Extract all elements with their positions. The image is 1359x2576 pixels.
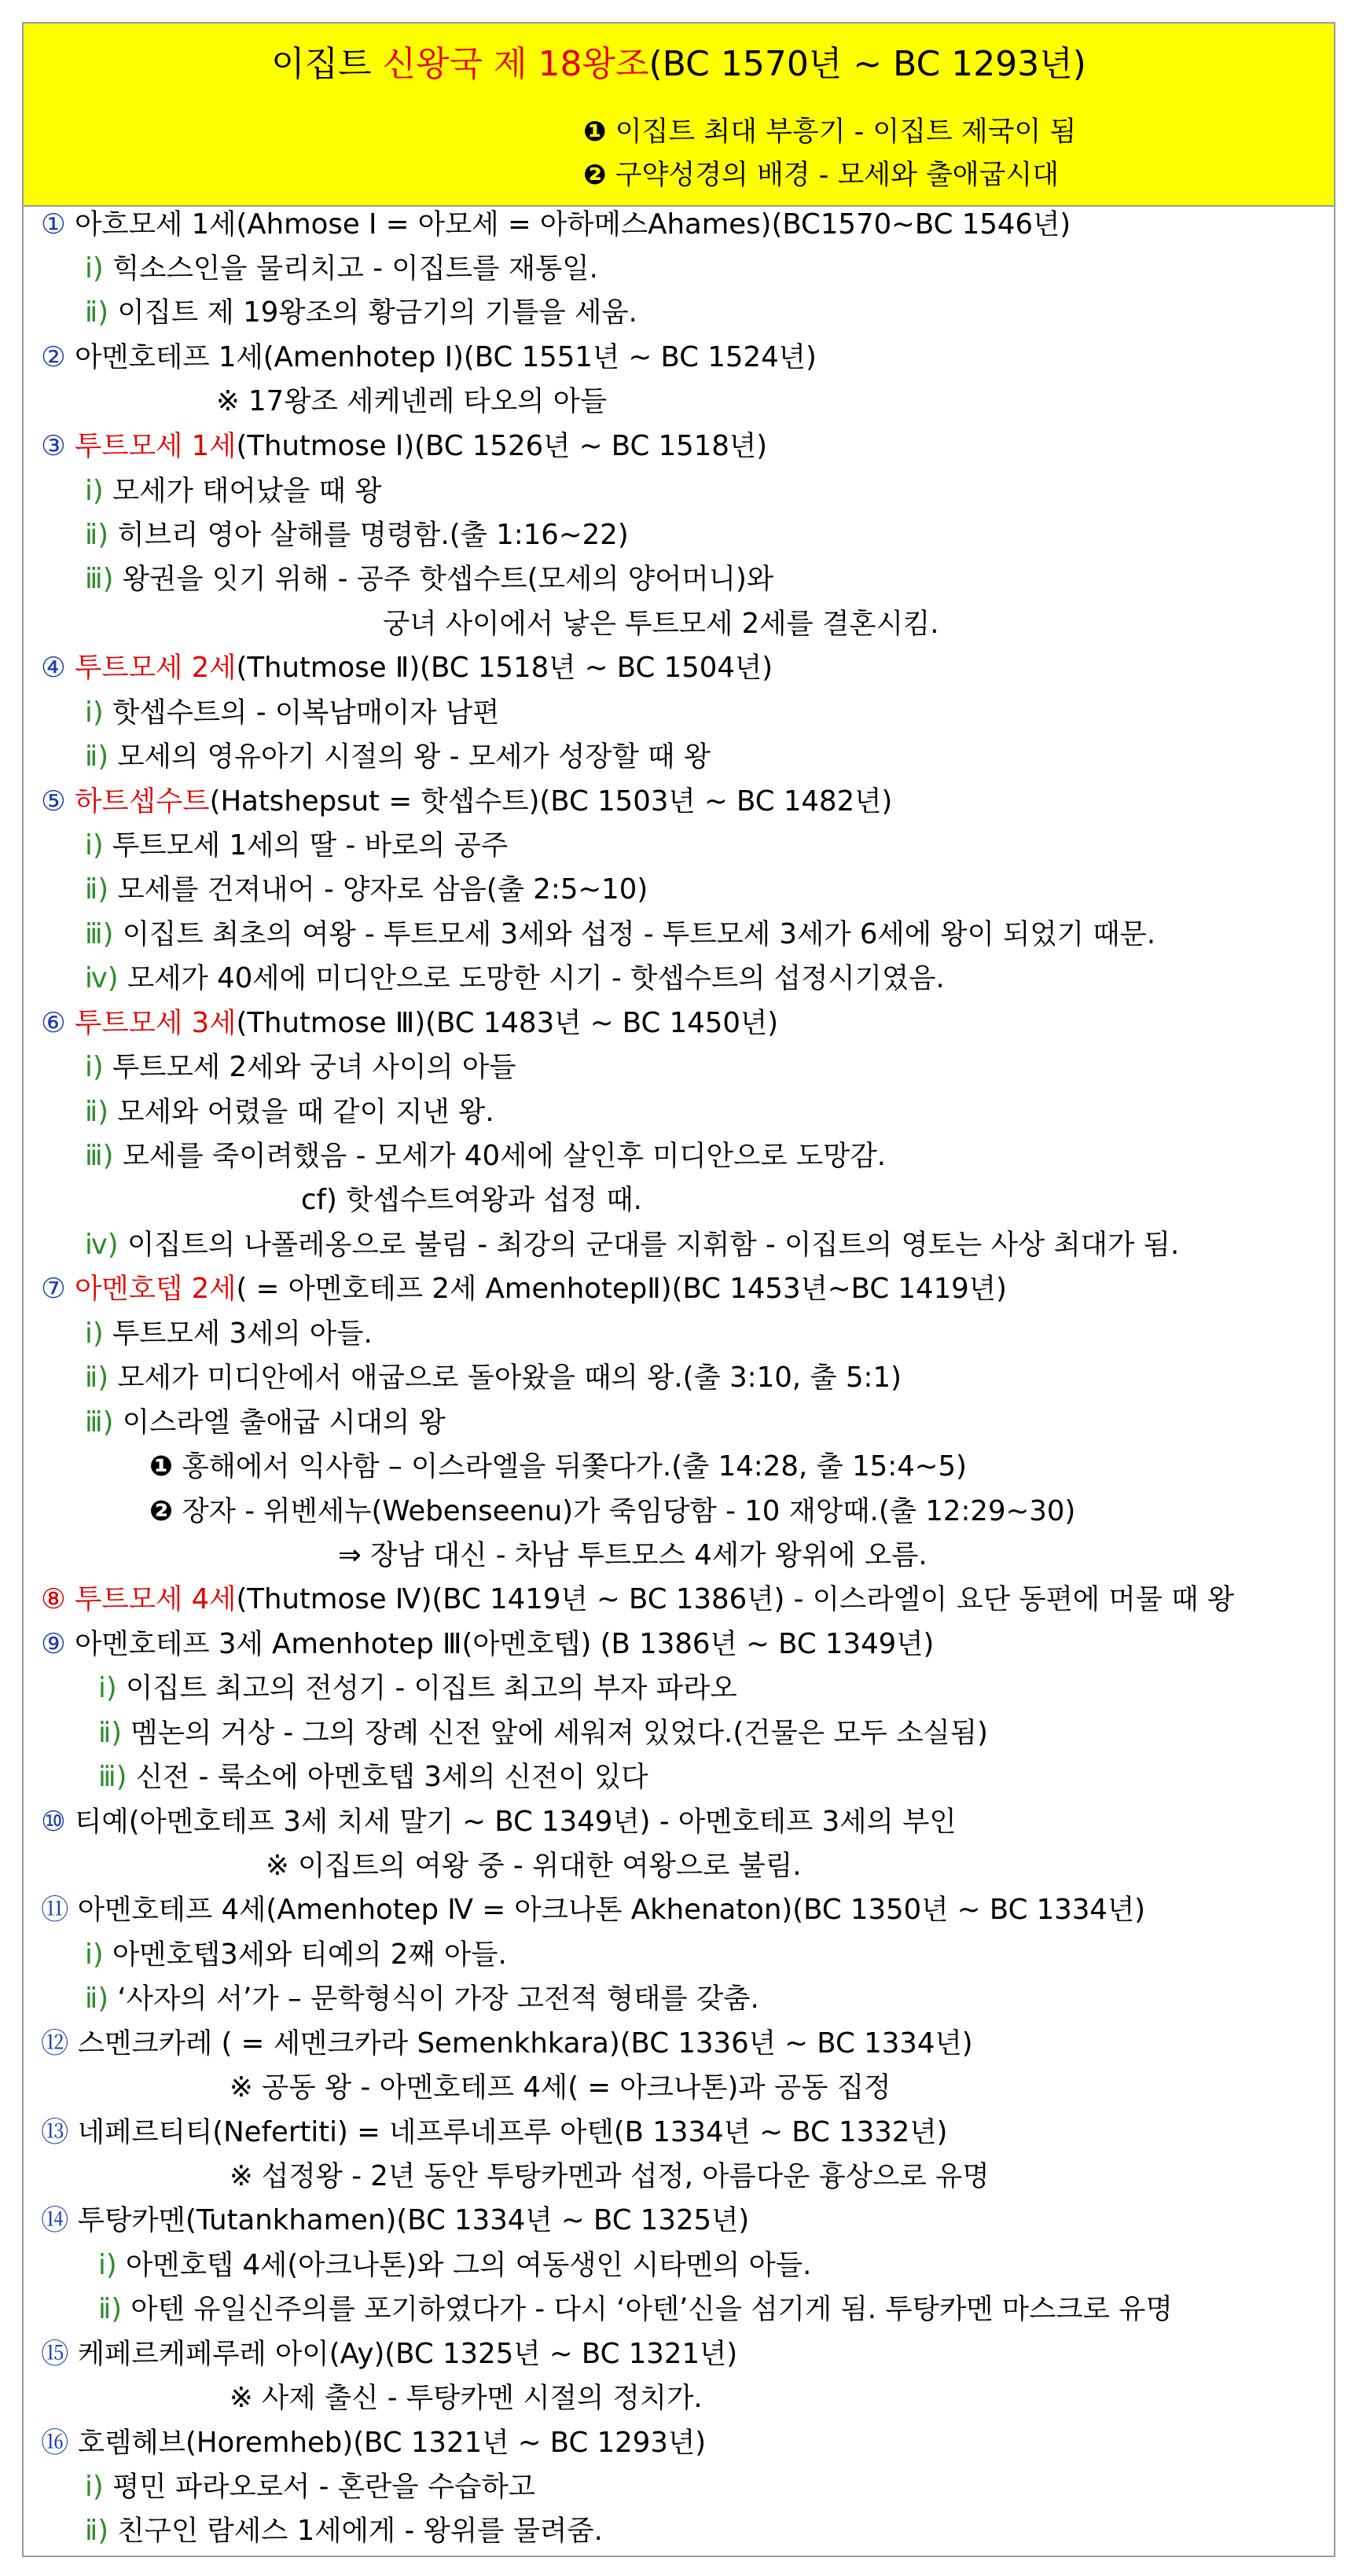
line-text: ⅱ) (98, 2293, 131, 2325)
list-line (98, 2288, 1173, 2332)
line-text: ⅳ) (85, 962, 127, 994)
line-text: 장자 - 위벤세누(Webenseenu)가 죽임당함 - 10 재앙때.(출 12:29~30) (173, 1495, 1076, 1527)
line-text: 왕권을 잇기 위해 - 공주 핫셉수트(모세의 양어머니)와 (122, 563, 774, 595)
line-text: 신전 - 룩소에 아멘호텝 3세의 신전이 있다 (135, 1761, 648, 1793)
line-text: 아멘호테프 4세(Amenhotep Ⅳ = 아크나톤 Akhenaton)(BC 1350년 ~ BC 1334년) (77, 1894, 1146, 1926)
list-line (85, 1312, 373, 1356)
line-text: ⅰ) (85, 829, 112, 862)
line-text: ③ (41, 430, 75, 462)
line-text: (Hatshepsut = 핫셉수트)(BC 1503년 ~ BC 1482년) (209, 785, 893, 818)
bullet-one-icon: ❶ (583, 116, 607, 148)
list-line (85, 868, 648, 912)
line-text: ⅰ) (85, 1938, 112, 1971)
list-line (85, 1977, 759, 2021)
line-text: ⑯ (41, 2427, 78, 2459)
list-line (85, 2509, 603, 2553)
line-text: 아멘호테프 1세(Amenhotep Ⅰ)(BC 1551년 ~ BC 1524년) (75, 341, 817, 373)
line-text: 모세가 태어났을 때 왕 (112, 475, 382, 507)
list-line (149, 1445, 967, 1489)
line-text: ⅱ) (85, 2515, 118, 2547)
line-text: (Thutmose Ⅲ)(BC 1483년 ~ BC 1450년) (236, 1007, 779, 1039)
list-line (41, 1800, 957, 1844)
line-text: ⅱ) (85, 740, 118, 773)
line-text: ※ 사제 출신 - 투탕카멘 시절의 정치가. (230, 2382, 703, 2414)
list-line (41, 2199, 749, 2243)
line-text: ⑬ (41, 2116, 78, 2148)
line-text: 투트모세 1세의 딸 - 바로의 공주 (112, 829, 509, 862)
list-line (85, 1356, 902, 1400)
list-line (98, 2243, 811, 2288)
line-text: 궁녀 사이에서 낳은 투트모세 2세를 결혼시킴. (383, 608, 939, 640)
line-text: 힉소스인을 물리치고 - 이집트를 재통일. (112, 252, 598, 285)
list-line (85, 557, 773, 601)
list-line (85, 1134, 886, 1178)
line-text: 모세와 어렸을 때 같이 지낸 왕. (117, 1096, 494, 1128)
line-text: 모세를 죽이려했음 - 모세가 40세에 살인후 미디안으로 도망감. (122, 1140, 887, 1172)
list-line (230, 2066, 891, 2110)
line-text: ⑧ (41, 1583, 75, 1615)
list-line (85, 691, 499, 735)
list-line (85, 1223, 1179, 1267)
line-text: ⅰ) (98, 1672, 126, 1704)
line-text: ⑤ (41, 785, 75, 818)
subtitle-2-text: 구약성경의 배경 - 모세와 출애굽시대 (606, 160, 1060, 191)
bullet-two-icon: ❷ (583, 160, 607, 191)
list-line (149, 1490, 1075, 1534)
line-text: 아멘호텝 2세 (75, 1273, 237, 1305)
line-text: ⅰ) (85, 252, 112, 285)
line-text: cf) 핫셉수트여왕과 섭정 때. (301, 1184, 642, 1216)
line-text: 투트모세 3세의 아들. (112, 1317, 373, 1350)
page-title (24, 41, 1334, 88)
subtitle-point-2 (583, 156, 1059, 195)
line-text: ⅱ) (85, 296, 118, 329)
line-text: ⅱ) (85, 873, 118, 906)
line-text: ⅲ) (85, 1140, 123, 1172)
list-line (85, 1401, 446, 1445)
line-text: ⅱ) (85, 1361, 118, 1394)
line-text: ❷ (149, 1495, 174, 1527)
line-text: ⅲ) (85, 918, 123, 950)
list-line (41, 1888, 1145, 1932)
line-text: ① (41, 208, 75, 241)
list-line (41, 2332, 737, 2376)
list-line (41, 336, 817, 380)
line-text: ⅰ) (85, 1317, 112, 1350)
list-line (41, 2022, 973, 2066)
list-line (383, 602, 939, 646)
line-text: ⑮ (41, 2338, 78, 2370)
title-banner (24, 24, 1334, 207)
line-text: ⑦ (41, 1273, 75, 1305)
list-line (98, 1755, 648, 1799)
list-line (85, 247, 598, 291)
list-line (266, 1844, 802, 1888)
line-text: (Thutmose Ⅳ)(BC 1419년 ~ BC 1386년) - 이스라엘이 요단 동편에 머물 때 왕 (236, 1583, 1235, 1615)
list-line (41, 203, 1071, 247)
line-text: ⑨ (41, 1628, 75, 1660)
line-text: 홍해에서 익사함 – 이스라엘을 뒤쫓다가.(출 14:28, 출 15:4~5) (173, 1450, 967, 1483)
line-text: 모세의 영유아기 시절의 왕 - 모세가 성장할 때 왕 (117, 740, 711, 773)
list-line (85, 824, 508, 868)
line-text: ⅱ) (85, 1983, 118, 2015)
list-line (41, 780, 892, 824)
list-line (85, 2465, 535, 2509)
line-text: ④ (41, 652, 75, 684)
line-text: 투트모세 3세 (75, 1007, 237, 1039)
line-text: ⅱ) (85, 519, 118, 551)
line-text: 아멘호텝 4세(아크나톤)와 그의 여동생인 시타멘의 아들. (126, 2249, 812, 2281)
line-text: 평민 파라오로서 - 혼란을 수습하고 (112, 2471, 536, 2503)
line-text: ⇒ 장남 대신 - 차남 투트모스 4세가 왕위에 오름. (338, 1539, 927, 1571)
list-line (230, 2155, 990, 2199)
line-text: ⅰ) (85, 696, 112, 729)
line-text: 아흐모세 1세(Ahmose Ⅰ = 아모세 = 아하메스Ahames)(BC1570~BC 1546년) (75, 208, 1071, 241)
line-text: ⅲ) (98, 1761, 136, 1793)
line-text: 하트셉수트 (75, 785, 210, 818)
line-text: ⅰ) (85, 475, 112, 507)
subtitle-point-1 (583, 112, 1076, 152)
line-text: 투트모세 1세 (75, 430, 237, 462)
line-text: ※ 공동 왕 - 아멘호테프 4세( = 아크나톤)과 공동 집정 (230, 2071, 891, 2104)
line-text: 이집트 최초의 여왕 - 투트모세 3세와 섭정 - 투트모세 3세가 6세에 왕이 되었기 때문. (122, 918, 1156, 950)
line-text: ⅰ) (85, 2471, 112, 2503)
list-line (85, 469, 382, 513)
list-line (98, 1711, 988, 1755)
line-text: 이집트 제 19왕조의 황금기의 기틀을 세움. (117, 296, 637, 329)
line-text: ❶ (149, 1450, 174, 1483)
title-period: (BC 1570년 ~ BC 1293년) (648, 44, 1086, 84)
title-highlight: 신왕국 제 18왕조 (382, 44, 649, 84)
line-text: 이집트 최고의 전성기 - 이집트 최고의 부자 파라오 (126, 1672, 737, 1704)
list-line (98, 1666, 737, 1711)
line-text: ⅰ) (85, 1051, 112, 1083)
list-line (41, 424, 767, 469)
line-text: 투트모세 4세 (75, 1583, 237, 1615)
line-text: 모세가 미디안에서 애굽으로 돌아왔을 때의 왕.(출 3:10, 출 5:1) (117, 1361, 902, 1394)
line-text: ※ 섭정왕 - 2년 동안 투탕카멘과 섭정, 아름다운 흉상으로 유명 (230, 2160, 990, 2192)
list-line (41, 2111, 948, 2155)
list-line (85, 1090, 494, 1134)
line-text: ⅱ) (98, 1717, 131, 1749)
list-line (41, 646, 773, 690)
line-text: ⑫ (41, 2027, 78, 2060)
line-text: 이집트의 나폴레옹으로 불림 - 최강의 군대를 지휘함 - 이집트의 영토는 사상 최대가 됨. (127, 1229, 1180, 1261)
line-text: ※ 17왕조 세케넨레 타오의 아들 (216, 385, 608, 417)
line-text: 모세가 40세에 미디안으로 도망한 시기 - 핫셉수트의 섭정시기였음. (127, 962, 945, 994)
subtitle-1-text: 이집트 최대 부흥기 - 이집트 제국이 됨 (606, 116, 1077, 148)
line-text: 투트모세 2세와 궁녀 사이의 아들 (112, 1051, 516, 1083)
list-line (338, 1534, 927, 1578)
line-text: ⅳ) (85, 1229, 127, 1261)
list-line (85, 513, 629, 557)
title-prefix: 이집트 (271, 44, 383, 84)
line-text: 아텐 유일신주의를 포기하였다가 - 다시 ‘아텐’신을 섬기게 됨. 투탕카멘 마스크로 유명 (130, 2293, 1173, 2325)
line-text: ⅲ) (85, 563, 123, 595)
list-line (41, 2421, 706, 2465)
line-text: ※ 이집트의 여왕 중 - 위대한 여왕으로 불림. (266, 1850, 802, 1882)
list-line (85, 1933, 507, 1977)
list-line (41, 1578, 1234, 1622)
line-text: (Thutmose Ⅰ)(BC 1526년 ~ BC 1518년) (236, 430, 768, 462)
line-text: 아멘호텝3세와 티예의 2째 아들. (112, 1938, 507, 1971)
line-text: 케페르케페루레 아이(Ay)(BC 1325년 ~ BC 1321년) (77, 2338, 738, 2370)
line-text: 이스라엘 출애굽 시대의 왕 (122, 1406, 446, 1439)
line-text: 호렘헤브(Horemheb)(BC 1321년 ~ BC 1293년) (77, 2427, 707, 2459)
line-text: ( = 아멘호테프 2세 AmenhotepⅡ)(BC 1453년~BC 1419년) (236, 1273, 1007, 1305)
list-line (85, 1045, 516, 1090)
line-text: ⅰ) (98, 2249, 126, 2281)
line-text: 투트모세 2세 (75, 652, 237, 684)
list-line (216, 380, 607, 424)
line-text: ⅱ) (85, 1096, 118, 1128)
line-text: 모세를 건져내어 - 양자로 삼음(출 2:5~10) (117, 873, 648, 906)
line-text: 멤논의 거상 - 그의 장례 신전 앞에 세워져 있었다.(건물은 모두 소실됨) (130, 1717, 988, 1749)
line-text: ‘사자의 서’가 – 문학형식이 가장 고전적 형태를 갖춤. (117, 1983, 759, 2015)
line-text: ⅲ) (85, 1406, 123, 1439)
list-line (85, 291, 637, 335)
list-line (230, 2376, 703, 2420)
line-text: ② (41, 341, 75, 373)
line-text: 히브리 영아 살해를 명령함.(출 1:16~22) (117, 519, 629, 551)
line-text: 아멘호테프 3세 Amenhotep Ⅲ(아멘호텝) (B 1386년 ~ BC 1349년) (75, 1628, 935, 1660)
list-line (85, 735, 711, 779)
line-text: 티예(아멘호테프 3세 치세 말기 ~ BC 1349년) - 아멘호테프 3세의 부인 (75, 1806, 957, 1838)
line-text: 네페르티티(Nefertiti) = 네프루네프루 아텐(B 1334년 ~ BC 1332년) (77, 2116, 948, 2148)
line-text: 핫셉수트의 - 이복남매이자 남편 (112, 696, 500, 729)
line-text: ⑩ (41, 1806, 75, 1838)
list-line (41, 1622, 934, 1666)
line-text: 친구인 람세스 1세에게 - 왕위를 물려줌. (117, 2515, 603, 2547)
line-text: 투탕카멘(Tutankhamen)(BC 1334년 ~ BC 1325년) (77, 2204, 750, 2236)
line-text: ⑪ (41, 1894, 78, 1926)
list-line (85, 913, 1155, 957)
list-line (41, 1001, 778, 1045)
list-line (85, 957, 945, 1001)
line-text: 스멘크카레 ( = 세멘크카라 Semenkhkara)(BC 1336년 ~ BC 1334년) (77, 2027, 973, 2060)
list-line (41, 1267, 1007, 1311)
line-text: ⑭ (41, 2204, 78, 2236)
list-line (301, 1178, 642, 1222)
line-text: (Thutmose Ⅱ)(BC 1518년 ~ BC 1504년) (236, 652, 773, 684)
line-text: ⑥ (41, 1007, 75, 1039)
